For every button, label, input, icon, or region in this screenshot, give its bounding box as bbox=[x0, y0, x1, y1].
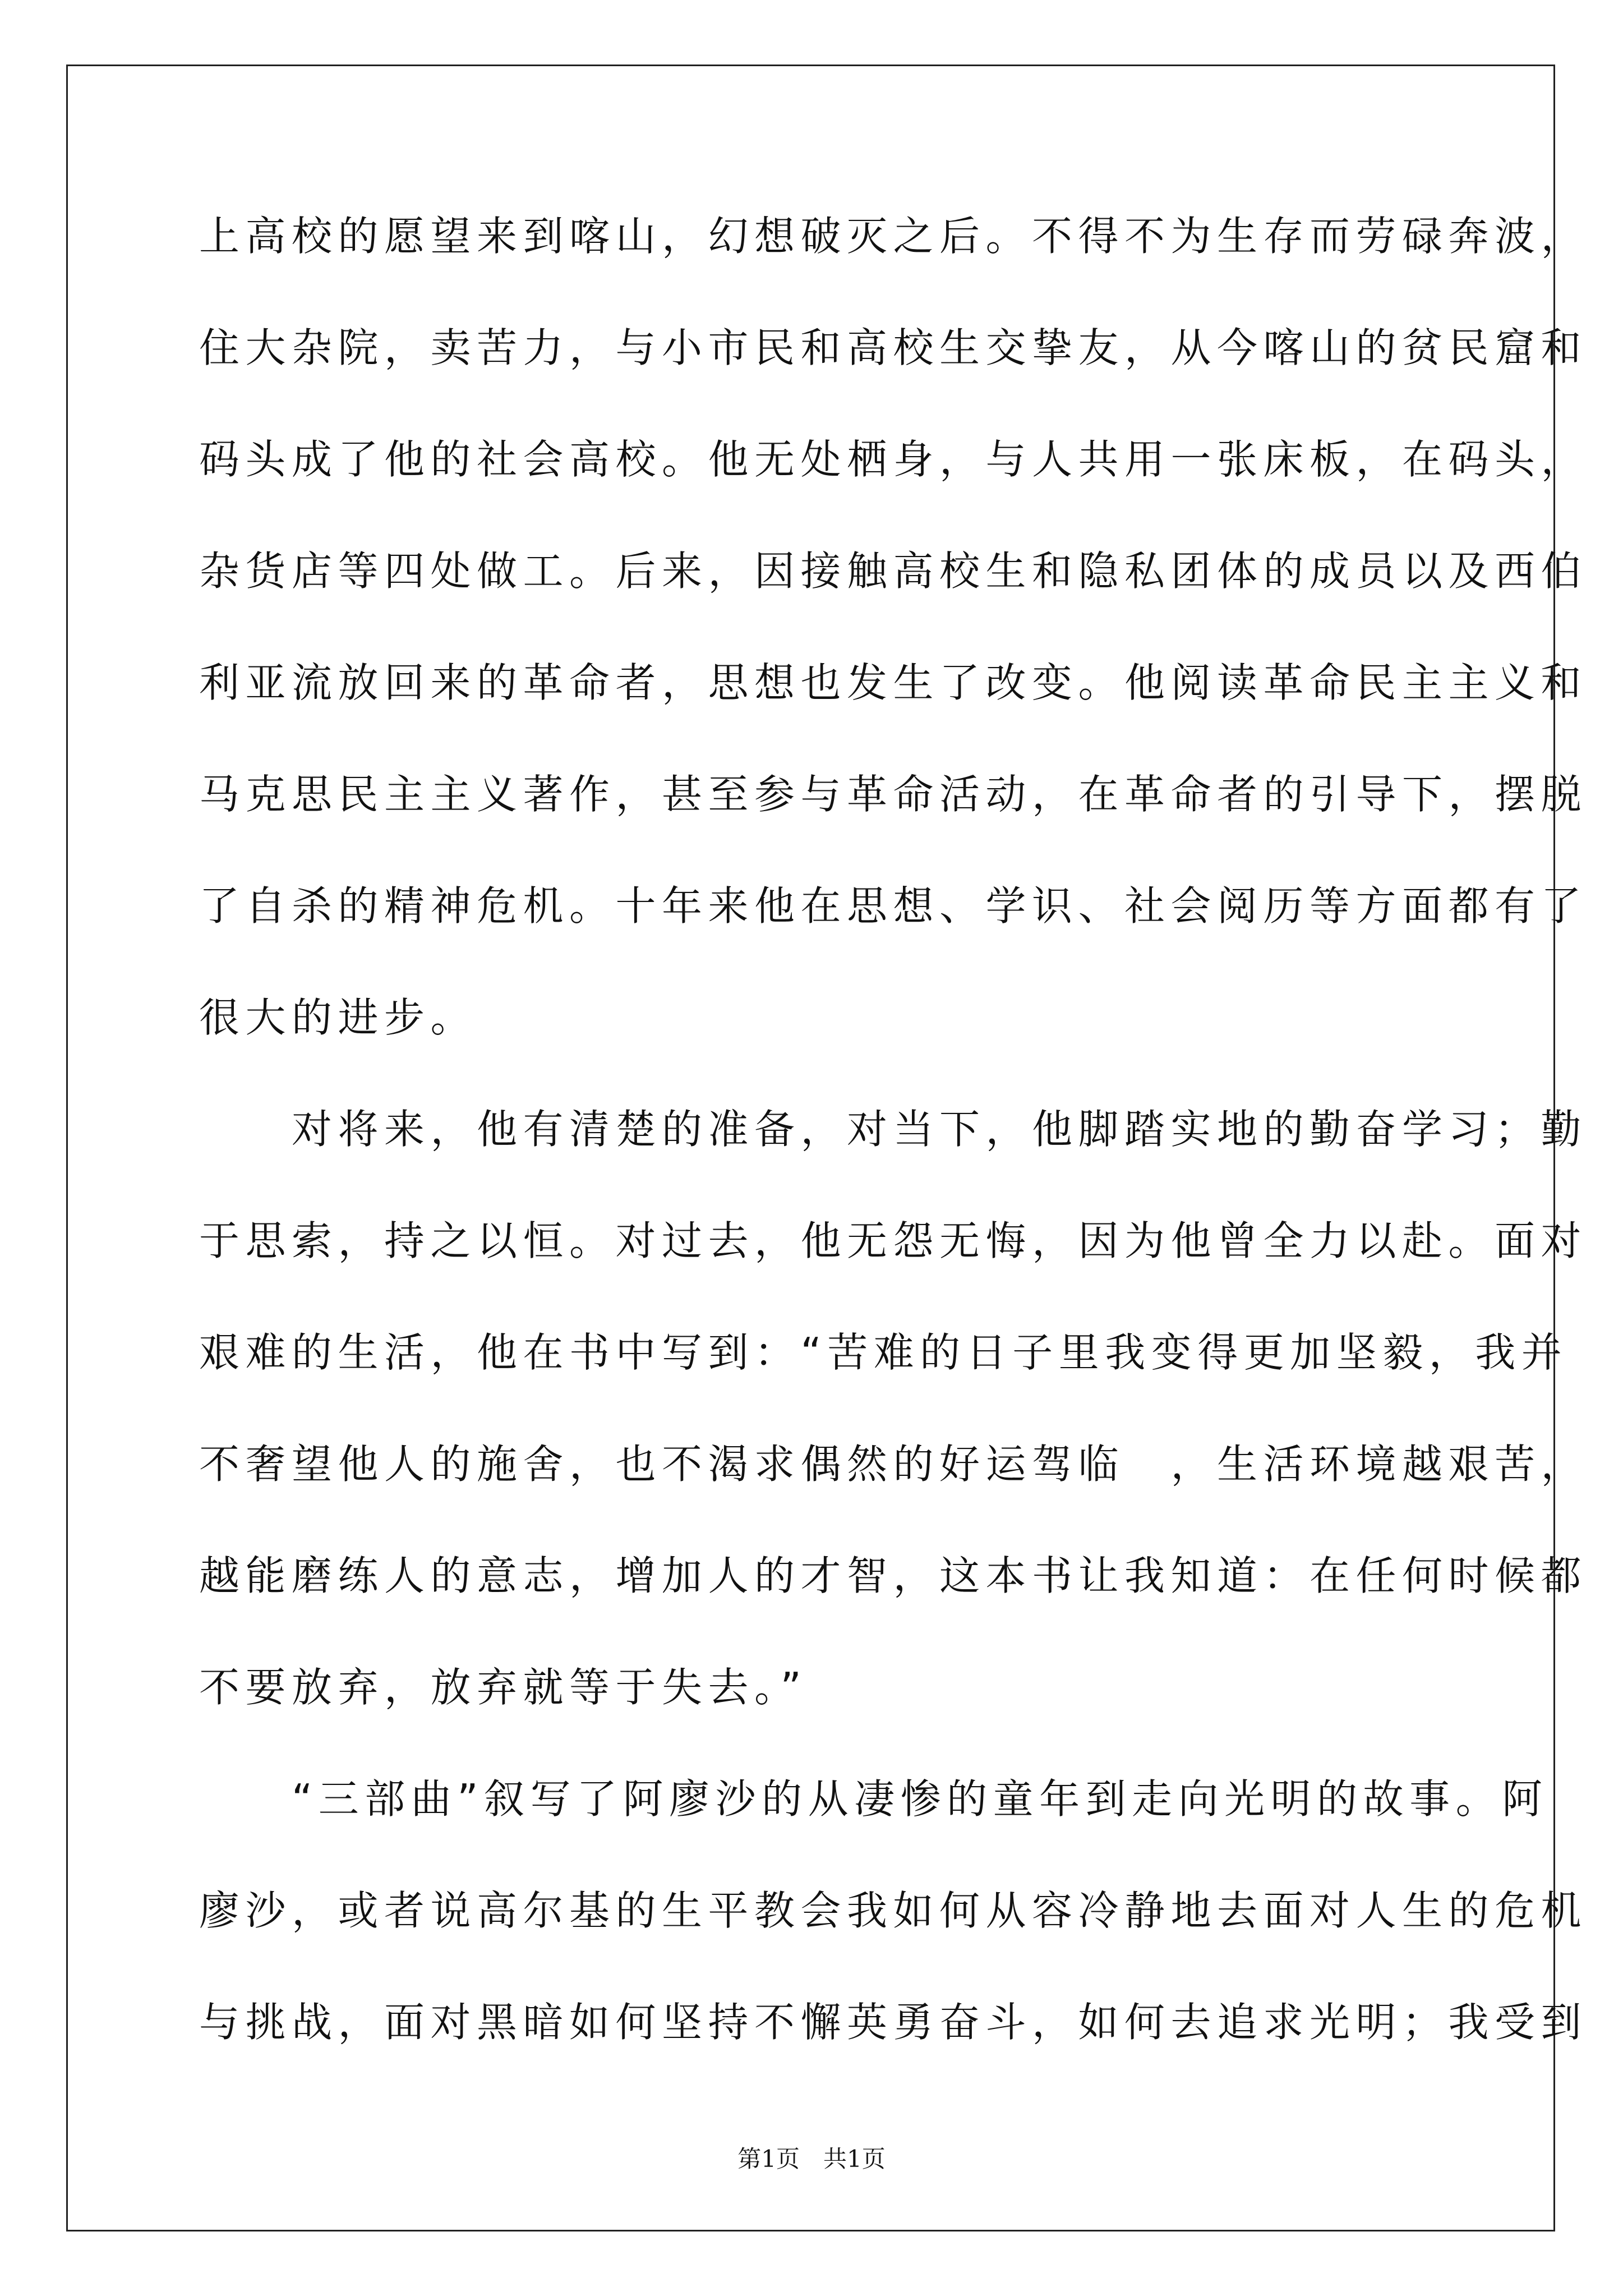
text-line: 不奢望他人的施舍，也不渴求偶然的好运驾临 ，生活环境越艰苦， bbox=[199, 1441, 1588, 1488]
text-line: 了自杀的精神危机。十年来他在思想、学识、社会阅历等方面都有了 bbox=[199, 882, 1588, 930]
text-line: 于思索，持之以恒。对过去，他无怨无悔，因为他曾全力以赴。面对 bbox=[199, 1217, 1588, 1264]
text-line: 住大杂院，卖苦力，与小市民和高校生交挚友，从今喀山的贫民窟和 bbox=[199, 324, 1588, 371]
text-line: 利亚流放回来的革命者，思想也发生了改变。他阅读革命民主主义和 bbox=[199, 659, 1588, 706]
text-line: 与挑战，面对黑暗如何坚持不懈英勇奋斗，如何去追求光明；我受到 bbox=[199, 1999, 1588, 2046]
text-line: “三部曲”叙写了阿廖沙的从凄惨的童年到走向光明的故事。阿 bbox=[199, 1775, 1548, 1823]
text-line: 对将来，他有清楚的准备，对当下，他脚踏实地的勤奋学习；勤 bbox=[199, 1106, 1588, 1153]
text-line: 廖沙，或者说高尔基的生平教会我如何从容冷静地去面对人生的危机 bbox=[199, 1887, 1588, 1934]
text-line: 杂货店等四处做工。后来，因接触高校生和隐私团体的成员以及西伯 bbox=[199, 547, 1588, 595]
text-line: 很大的进步。 bbox=[199, 994, 477, 1041]
text-line: 不要放弃，放弃就等于失去。” bbox=[199, 1664, 808, 1711]
text-line: 马克思民主主义著作，甚至参与革命活动，在革命者的引导下，摆脱 bbox=[199, 771, 1588, 818]
text-line: 越能磨练人的意志，增加人的才智，这本书让我知道：在任何时候都 bbox=[199, 1552, 1588, 1599]
text-line: 上高校的愿望来到喀山，幻想破灭之后。不得不为生存而劳碌奔波， bbox=[199, 213, 1588, 260]
text-line: 艰难的生活，他在书中写到：“苦难的日子里我变得更加坚毅，我并 bbox=[199, 1329, 1568, 1376]
text-line: 码头成了他的社会高校。他无处栖身，与人共用一张床板，在码头， bbox=[199, 436, 1588, 483]
page-footer: 第1页 共1页 bbox=[737, 2145, 886, 2173]
